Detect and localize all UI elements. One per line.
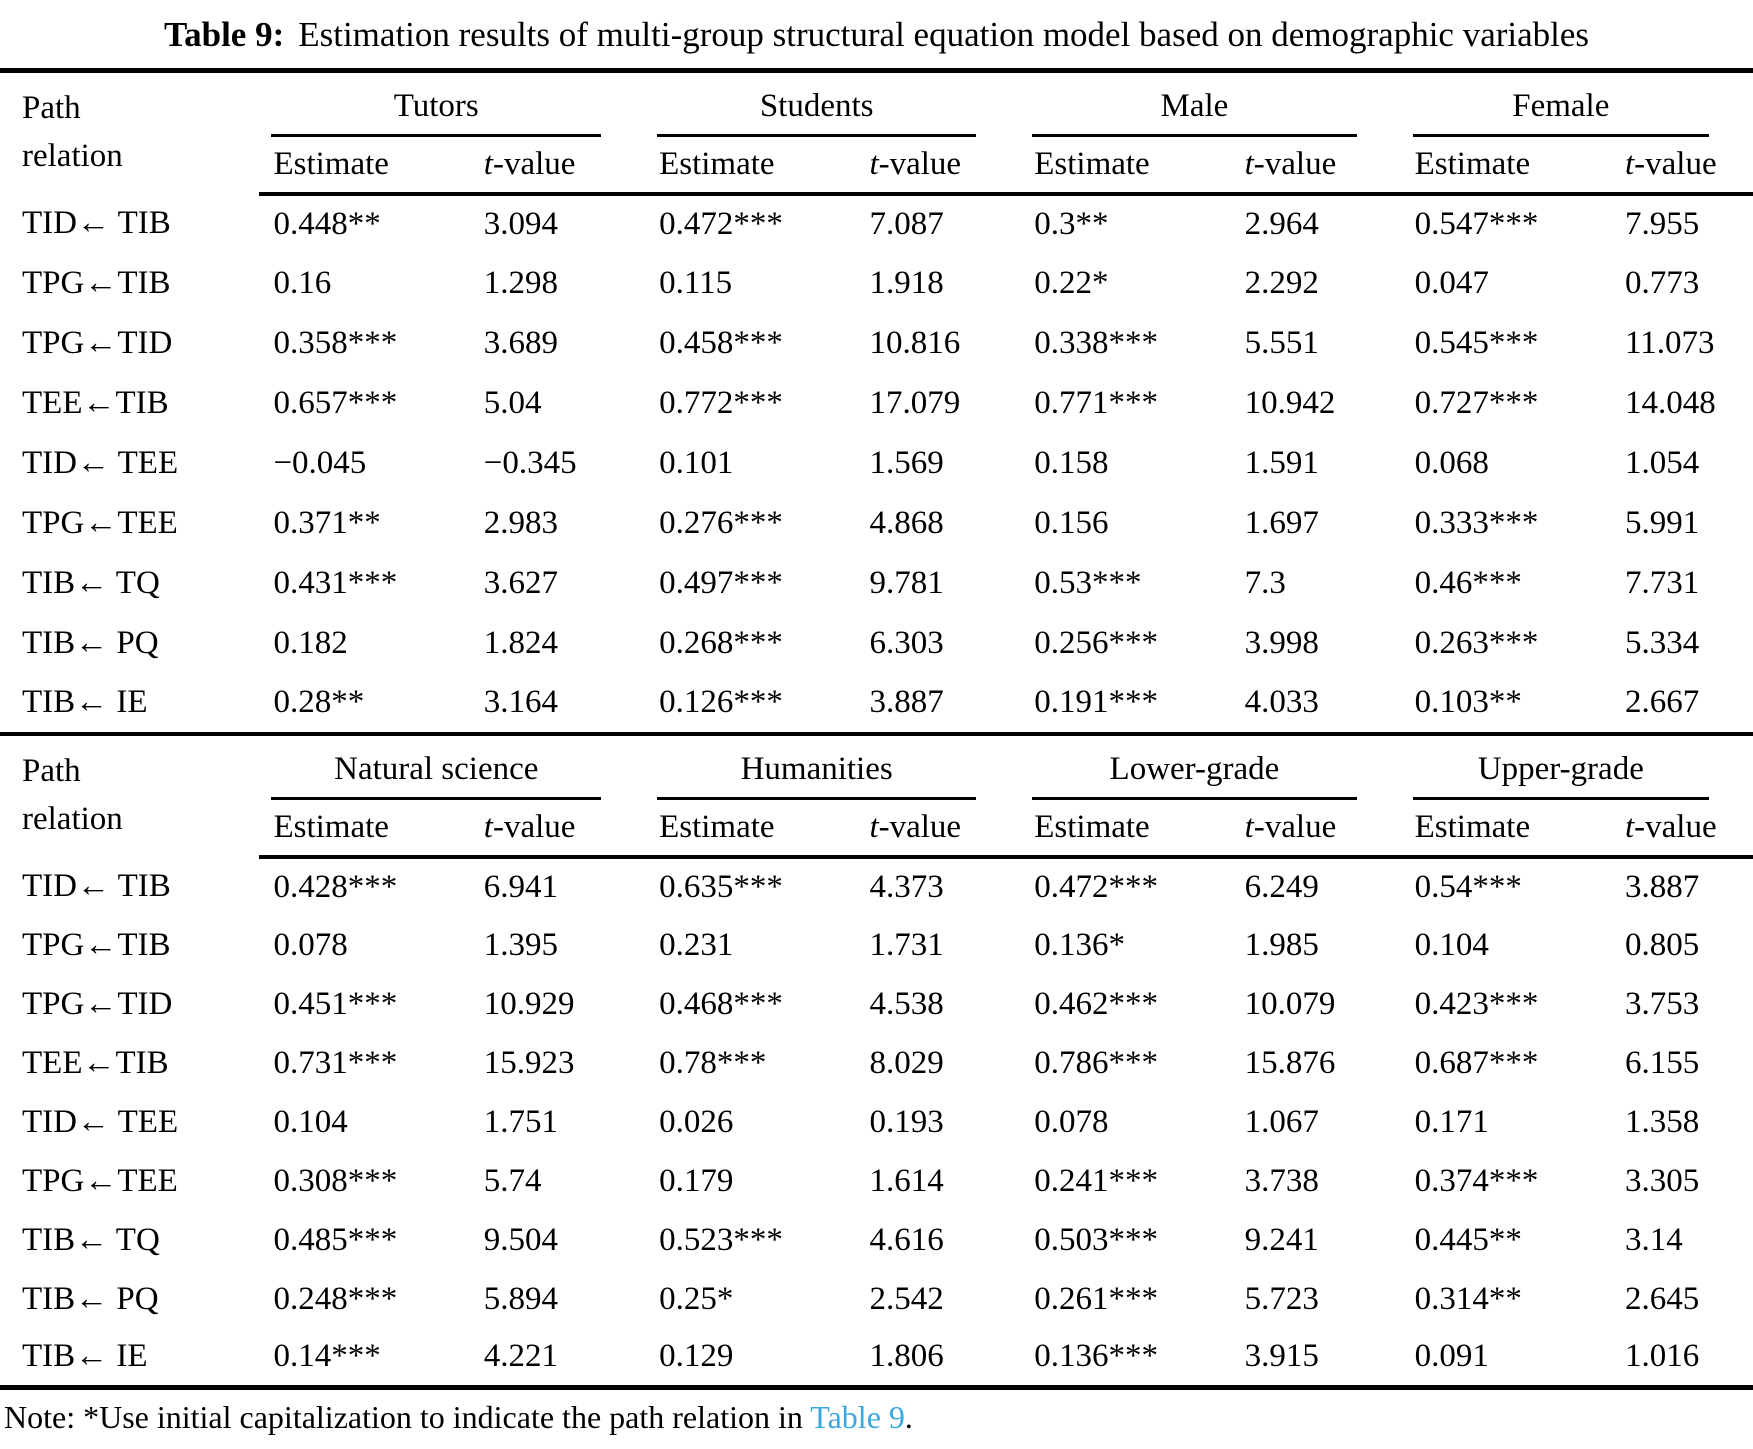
value-cell: 1.731 [869,926,944,963]
value-cell: 0.448** [273,206,381,242]
estimate-header: Estimate [1020,137,1230,194]
value-cell: 0.129 [659,1338,734,1375]
value-cell: 1.298 [483,265,559,301]
value-cell: 0.078 [1034,1103,1109,1140]
t-value-header: t-value [1231,137,1401,194]
table-label: Table 9: [163,15,285,54]
value-cell: 0.458*** [659,325,783,361]
estimate-header: Estimate [1401,137,1611,194]
value-cell: 6.941 [483,868,559,905]
value-cell: 5.551 [1244,325,1319,361]
path-relation-cell: TEE←TIB [22,1044,169,1081]
value-cell: 3.627 [483,565,559,601]
value-cell: 0.503*** [1034,1221,1158,1258]
value-cell: 0.241*** [1034,1162,1158,1199]
value-cell: 2.542 [869,1280,944,1317]
value-cell: 0.771*** [1034,385,1158,421]
value-cell: 0.191*** [1034,684,1158,720]
t-value-header: t-value [470,800,645,857]
value-cell: 5.04 [483,385,542,421]
value-cell: 0.068 [1414,445,1489,481]
value-cell: 0.545*** [1414,325,1539,361]
value-cell: 0.156 [1034,505,1109,541]
path-relation-cell: TPG←TID [22,985,173,1022]
value-cell: 3.164 [483,684,559,720]
group-header-lower-grade: Lower-grade [1020,734,1400,800]
estimate-header: Estimate [645,800,855,857]
value-cell: 5.74 [483,1162,542,1199]
value-cell: 0.268*** [659,625,783,661]
value-cell: 1.054 [1624,445,1700,481]
value-cell: 15.876 [1244,1044,1336,1081]
value-cell: 0.158 [1034,445,1109,481]
table-row [0,1152,1753,1211]
value-cell: 0.46*** [1414,565,1522,601]
path-header-line1: Path [22,753,81,790]
value-cell: 0.047 [1414,265,1489,301]
subheader-row [0,800,1753,857]
value-cell: 0.428*** [273,868,398,905]
value-cell: 3.094 [483,206,559,242]
estimate-header: Estimate [645,137,855,194]
value-cell: 2.292 [1244,265,1319,301]
t-value-header: t-value [855,800,1020,857]
value-cell: 3.887 [1624,868,1700,905]
value-cell: 0.16 [273,265,332,301]
table-9-link[interactable]: Table 9 [810,1399,905,1435]
value-cell: 0.078 [273,926,348,963]
value-cell: 0.472*** [659,206,783,242]
value-cell: 9.781 [869,565,944,601]
path-relation-cell: TPG←TEE [22,1162,178,1199]
value-cell: 2.983 [483,505,559,541]
value-cell: 0.28** [273,684,365,720]
path-header-line2: relation [22,138,123,175]
value-cell: 1.697 [1244,505,1319,541]
group-header-upper-grade: Upper-grade [1401,734,1753,800]
value-cell: 0.805 [1624,926,1700,963]
path-relation-cell: TIB← PQ [22,625,159,661]
value-cell: 1.395 [483,926,559,963]
value-cell: 0.468*** [659,985,783,1022]
value-cell: 0.276*** [659,505,783,541]
value-cell: 0.182 [273,625,348,661]
t-value-header: t-value [1611,800,1753,857]
value-cell: 10.079 [1244,985,1336,1022]
value-cell: 3.305 [1624,1162,1700,1199]
section-2-body [0,857,1753,1388]
value-cell: 8.029 [869,1044,944,1081]
group-header-natural-science: Natural science [259,734,645,800]
subheader-row [0,137,1753,194]
estimate-header: Estimate [1020,800,1230,857]
value-cell: 3.689 [483,325,559,361]
value-cell: 0.103** [1414,684,1522,720]
value-cell: 3.887 [869,684,944,720]
value-cell: 0.687*** [1414,1044,1539,1081]
value-cell: 4.373 [869,868,944,905]
value-cell: 0.256*** [1034,625,1158,661]
table-row [0,494,1753,554]
group-header-humanities: Humanities [645,734,1020,800]
value-cell: 11.073 [1624,325,1715,361]
group-header-row [0,71,1753,137]
value-cell: 4.868 [869,505,944,541]
value-cell: 9.241 [1244,1221,1319,1258]
value-cell: 4.616 [869,1221,944,1258]
group-header-tutors: Tutors [259,71,645,137]
value-cell: 0.333*** [1414,505,1539,541]
value-cell: 0.727*** [1414,385,1539,421]
section-2-header [0,734,1753,857]
value-cell: 4.221 [483,1338,559,1375]
value-cell: 3.998 [1244,625,1319,661]
group-header-row [0,734,1753,800]
value-cell: 0.374*** [1414,1162,1539,1199]
path-header-line1: Path [22,90,81,127]
value-cell: 0.25* [659,1280,734,1317]
value-cell: 0.261*** [1034,1280,1158,1317]
value-cell: 0.104 [273,1103,348,1140]
path-relation-cell: TID← TEE [22,1103,179,1140]
value-cell: 0.547*** [1414,206,1539,242]
note-text: Note: *Use initial capitalization to indicate the path relation in [4,1399,811,1435]
table-title [0,6,1753,68]
path-relation-cell: TID← TEE [22,445,179,481]
value-cell: −0.345 [483,445,577,481]
value-cell: 7.731 [1624,565,1700,601]
value-cell: 0.445** [1414,1221,1522,1258]
value-cell: 2.667 [1624,684,1700,720]
value-cell: 0.451*** [273,985,398,1022]
value-cell: 1.918 [869,265,944,301]
table-row [0,434,1753,494]
table-note [0,1390,1753,1436]
table-row [0,1329,1753,1388]
value-cell: 0.423*** [1414,985,1539,1022]
estimate-header: Estimate [1401,800,1611,857]
t-value-header: t-value [855,137,1020,194]
value-cell: 5.723 [1244,1280,1319,1317]
value-cell: 0.53*** [1034,565,1142,601]
value-cell: 0.126*** [659,684,783,720]
value-cell: 0.091 [1414,1338,1489,1375]
note-period: . [904,1399,913,1435]
value-cell: 6.249 [1244,868,1319,905]
value-cell: 15.923 [483,1044,575,1081]
table-row [0,857,1753,916]
value-cell: 0.026 [659,1103,734,1140]
estimate-header: Estimate [259,800,469,857]
value-cell: 6.155 [1624,1044,1700,1081]
value-cell: 17.079 [869,385,961,421]
value-cell: 0.101 [659,445,734,481]
group-header-female: Female [1401,71,1753,137]
group-header-students: Students [645,71,1020,137]
value-cell: 0.462*** [1034,985,1158,1022]
value-cell: 14.048 [1624,385,1716,421]
group-header-male: Male [1020,71,1400,137]
value-cell: 0.115 [659,265,733,301]
table-row [0,314,1753,374]
path-relation-cell: TPG←TIB [22,926,171,963]
table-row [0,194,1753,254]
value-cell: 0.431*** [273,565,398,601]
value-cell: 7.3 [1244,565,1286,601]
value-cell: 0.314** [1414,1280,1522,1317]
table-row [0,674,1753,734]
value-cell: 0.193 [869,1103,944,1140]
path-relation-header [0,734,259,857]
section-1-body [0,194,1753,734]
path-relation-cell: TIB← TQ [22,565,160,601]
value-cell: 0.171 [1414,1103,1489,1140]
value-cell: 0.22* [1034,265,1109,301]
value-cell: −0.045 [273,445,367,481]
value-cell: 0.786*** [1034,1044,1158,1081]
value-cell: 10.929 [483,985,575,1022]
value-cell: 1.067 [1244,1103,1319,1140]
table-row [0,554,1753,614]
value-cell: 3.14 [1624,1221,1683,1258]
path-relation-cell: TIB← IE [22,1338,148,1375]
path-relation-cell: TID← TIB [22,205,171,241]
value-cell: 0.371** [273,505,381,541]
table-row [0,1034,1753,1093]
value-cell: 0.3** [1034,206,1109,242]
table-row [0,916,1753,975]
value-cell: 4.033 [1244,684,1319,720]
value-cell: 2.964 [1244,206,1319,242]
path-relation-cell: TID← TIB [22,867,171,904]
value-cell: 1.358 [1624,1103,1700,1140]
value-cell: 3.915 [1244,1338,1319,1375]
value-cell: 0.136* [1034,926,1125,963]
value-cell: 1.806 [869,1338,944,1375]
value-cell: 4.538 [869,985,944,1022]
table-caption: Estimation results of multi-group structural equation model based on demographic variables [298,15,1590,54]
value-cell: 1.569 [869,445,944,481]
t-value-header: t-value [1611,137,1753,194]
value-cell: 0.263*** [1414,625,1539,661]
table-row [0,254,1753,314]
path-relation-cell: TPG←TIB [22,265,171,301]
value-cell: 0.472*** [1034,868,1158,905]
path-header-line2: relation [22,801,123,837]
table-row [0,1211,1753,1270]
value-cell: 0.78*** [659,1044,767,1081]
value-cell: 10.942 [1244,385,1336,421]
value-cell: 0.248*** [273,1280,398,1317]
value-cell: 0.179 [659,1162,734,1199]
section-1-header [0,71,1753,194]
t-value-header: t-value [1231,800,1401,857]
value-cell: 7.955 [1624,206,1700,242]
value-cell: 1.824 [483,625,559,661]
value-cell: 0.308*** [273,1162,398,1199]
value-cell: 9.504 [483,1221,559,1258]
value-cell: 7.087 [869,206,944,242]
value-cell: 0.338*** [1034,325,1158,361]
value-cell: 0.635*** [659,868,783,905]
value-cell: 0.358*** [273,325,398,361]
value-cell: 1.985 [1244,926,1319,963]
value-cell: 0.523*** [659,1221,783,1258]
t-value-header: t-value [470,137,645,194]
estimation-table [0,68,1753,1390]
value-cell: 3.753 [1624,985,1700,1022]
path-relation-cell: TEE←TIB [22,385,169,421]
value-cell: 3.738 [1244,1162,1319,1199]
value-cell: 0.772*** [659,385,783,421]
value-cell: 0.497*** [659,565,783,601]
value-cell: 0.657*** [273,385,398,421]
table-row [0,614,1753,674]
estimate-header: Estimate [259,137,469,194]
path-relation-cell: TIB← PQ [22,1280,159,1317]
path-relation-cell: TIB← TQ [22,1221,160,1258]
table-row [0,1093,1753,1152]
value-cell: 0.485*** [273,1221,398,1258]
value-cell: 6.303 [869,625,944,661]
value-cell: 0.104 [1414,926,1489,963]
value-cell: 0.231 [659,926,734,963]
value-cell: 0.14*** [273,1338,381,1375]
table-row [0,1270,1753,1329]
value-cell: 0.136*** [1034,1338,1158,1375]
path-relation-cell: TIB← IE [22,684,148,720]
path-relation-cell: TPG←TID [22,325,173,361]
value-cell: 1.751 [483,1103,559,1140]
value-cell: 1.016 [1624,1338,1700,1375]
table-row [0,975,1753,1034]
path-relation-cell: TPG←TEE [22,505,178,541]
value-cell: 2.645 [1624,1280,1700,1317]
value-cell: 10.816 [869,325,961,361]
value-cell: 5.334 [1624,625,1700,661]
value-cell: 5.991 [1624,505,1700,541]
value-cell: 0.54*** [1414,868,1522,905]
value-cell: 5.894 [483,1280,559,1317]
table-row [0,374,1753,434]
value-cell: 1.591 [1244,445,1319,481]
value-cell: 0.773 [1624,265,1700,301]
path-relation-header [0,71,259,194]
value-cell: 0.731*** [273,1044,398,1081]
value-cell: 1.614 [869,1162,944,1199]
